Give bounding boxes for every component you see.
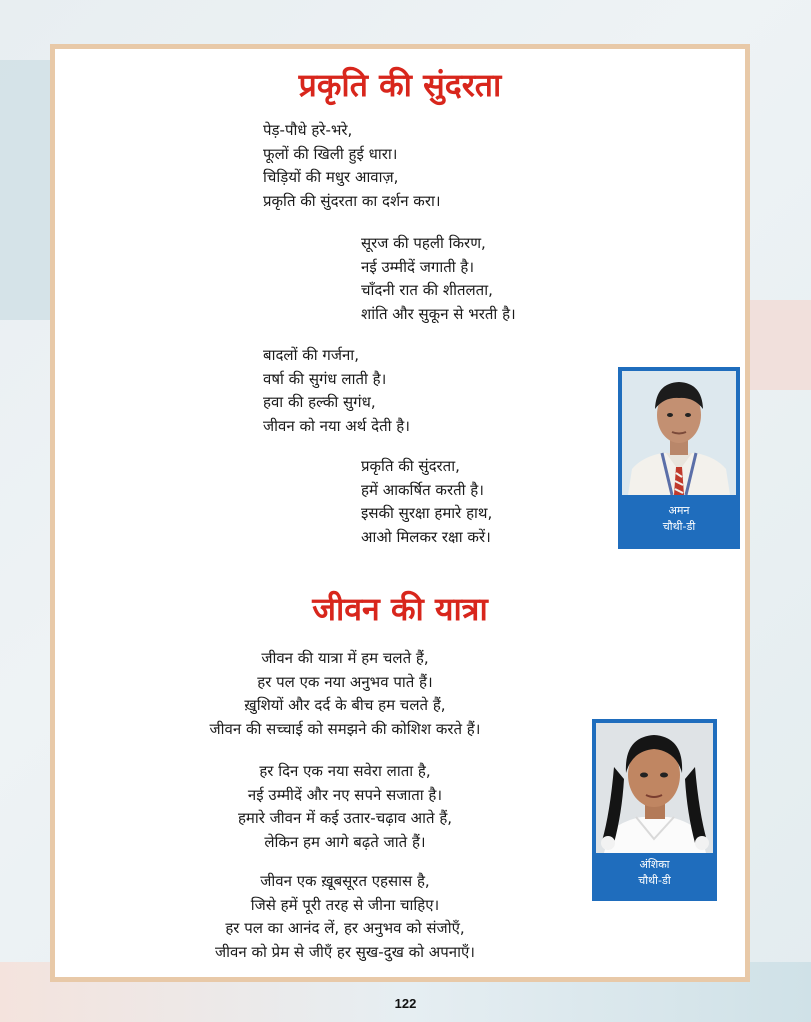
author-name: अंशिका — [639, 858, 670, 871]
author-photo — [596, 723, 713, 853]
poem-line: हर पल एक नया अनुभव पाते हैं। — [257, 672, 433, 691]
poem-line: चाँदनी रात की शीतलता, — [361, 281, 493, 299]
poem-line: जीवन को नया अर्थ देती है। — [263, 416, 410, 435]
poem-stanza — [263, 344, 410, 438]
poem-stanza — [55, 647, 635, 741]
poem-stanza — [55, 870, 635, 964]
poem-line: प्रकृति की सुंदरता का दर्शन करा। — [263, 191, 441, 210]
poem-line: प्रकृति की सुंदरता, — [361, 457, 460, 475]
poem-line: जीवन एक ख़ूबसूरत एहसास है, — [260, 872, 430, 890]
author-class: चौथी-डी — [662, 520, 696, 533]
poem-line: वर्षा की सुगंध लाती है। — [263, 369, 387, 388]
poem-line: शांति और सुकून से भरती है। — [361, 304, 516, 323]
poem-line: आओ मिलकर रक्षा करें। — [361, 527, 491, 546]
poem-page — [50, 44, 750, 982]
poem-line: फूलों की खिली हुई धारा। — [263, 144, 398, 163]
author-photo — [622, 371, 736, 495]
poem-line: पेड़-पौधे हरे-भरे, — [263, 121, 353, 139]
poem-stanza — [263, 119, 441, 213]
page-number: 122 — [394, 996, 417, 1011]
poem-line: जिसे हमें पूरी तरह से जीना चाहिए। — [250, 895, 440, 914]
poem-line: हमारे जीवन में कई उतार-चढ़ाव आते हैं, — [237, 809, 453, 827]
poem-line: हर दिन एक नया सवेरा लाता है, — [259, 762, 431, 780]
poem-title: जीवन की यात्रा — [312, 590, 488, 628]
poem-line: हर पल का आनंद लें, हर अनुभव को संजोएँ, — [225, 919, 465, 937]
poem-line: हवा की हल्की सुगंध, — [263, 393, 376, 411]
author-name: अमन — [668, 504, 690, 517]
poem-line: ख़ुशियों और दर्द के बीच हम चलते हैं, — [244, 696, 446, 714]
poem-line: जीवन की सच्चाई को समझने की कोशिश करते हैं। — [209, 719, 481, 738]
poem-stanza — [55, 760, 635, 854]
poem-stanza — [361, 232, 516, 326]
poem-line: चिड़ियों की मधुर आवाज़, — [263, 168, 399, 186]
poem-line: नई उम्मीदें और नए सपने सजाता है। — [247, 785, 443, 804]
author-photo-card — [618, 367, 740, 549]
poem-line: सूरज की पहली किरण, — [361, 234, 486, 252]
poem-line: नई उम्मीदें जगाती है। — [361, 257, 475, 276]
author-photo-card — [592, 719, 717, 901]
poem-line: इसकी सुरक्षा हमारे हाथ, — [361, 504, 493, 522]
poem-line: जीवन को प्रेम से जीएँ हर सुख-दुख को अपनाएँ। — [215, 942, 475, 961]
poem-stanza — [361, 455, 492, 549]
poem-line: बादलों की गर्जना, — [263, 346, 359, 364]
author-class: चौथी-डी — [638, 874, 671, 887]
poem-title: प्रकृति की सुंदरता — [298, 66, 502, 104]
poem-line: हमें आकर्षित करती है। — [361, 480, 484, 499]
poem-line: जीवन की यात्रा में हम चलते हैं, — [261, 649, 429, 667]
poem-line: लेकिन हम आगे बढ़ते जाते हैं। — [264, 832, 426, 851]
